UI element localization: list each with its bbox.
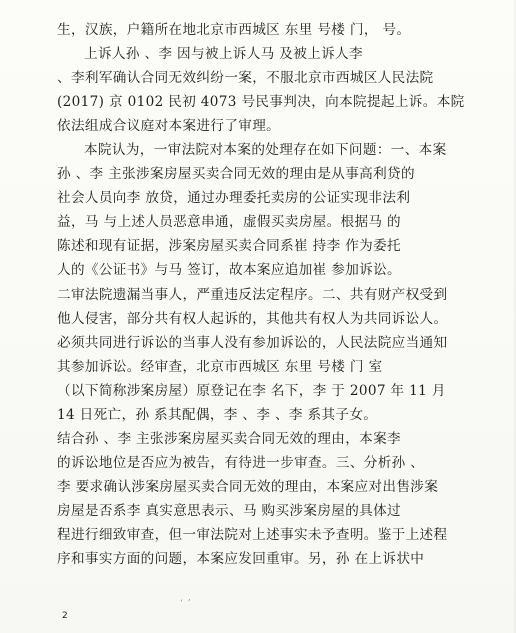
text-line: 他人侵害，部分共有权人起诉的，其他共有权人为共同诉讼人。 — [57, 310, 448, 327]
text-line: 上诉人孙 、李 因与被上诉人马 及被上诉人李 — [84, 46, 363, 63]
text-line: 社会人员向李 放贷，通过办理委托卖房的公证实现非法利 — [57, 190, 411, 207]
text-line: （以下简称涉案房屋）原登记在李 名下，李 于 2007 年 11 月 — [57, 382, 446, 399]
text-line: 益，马 与上述人员恶意串通，虚假买卖房屋。根据马 的 — [57, 214, 401, 231]
text-line: 人的《公证书》与马 签订，故本案应追加崔 参加诉讼。 — [57, 262, 401, 279]
page-number: 2 — [62, 611, 68, 621]
text-line: 序和事实方面的问题，本案应发回重审。另，孙 在上诉状中 — [57, 551, 425, 568]
text-line: 房屋是否系李 真实意思表示、马 购买涉案房屋的具体过 — [57, 502, 401, 519]
text-line: (2017) 京 0102 民初 4073 号民事判决，向本院提起上诉。本院 — [57, 94, 465, 111]
text-line: 生，汉族，户籍所在地北京市西城区 东里 号楼 门， 号。 — [57, 22, 411, 38]
text-line: 必须共同进行诉讼的当事人没有参加诉讼的，人民法院应当通知 — [57, 334, 448, 351]
text-line: 其参加诉讼。经审查，北京市西城区 东里 号楼 门 室 — [57, 358, 383, 375]
text-line: 二审法院遗漏当事人，严重违反法定程序。二、共有财产权受到 — [57, 286, 448, 303]
text-line: 孙 、李 主张涉案房屋买卖合同无效的理由是从事高利贷的 — [57, 166, 415, 183]
text-line: 14 日死亡，孙 系其配偶，李 、李 、李 系其子女。 — [57, 406, 378, 423]
document-body-text — [57, 18, 465, 571]
text-line: 的诉讼地位是否应为被告，有待进一步审查。三、分析孙 、 — [57, 454, 425, 471]
text-line: 结合孙 、李 主张涉案房屋买卖合同无效的理由，本案李 — [57, 430, 401, 447]
scan-smudge: ‘ ’ — [180, 599, 192, 609]
text-line: 依法组成合议庭对本案进行了审理。 — [57, 118, 281, 135]
text-line: 、李利军确认合同无效纠纷一案，不服北京市西城区人民法院 — [57, 70, 434, 87]
text-line: 程进行细致审查，但一审法院对上述事实未予查明。鉴于上述程 — [57, 526, 448, 543]
text-line: 本院认为，一审法院对本案的处理存在如下问题：一、本案 — [84, 142, 447, 159]
text-line: 陈述和现有证据，涉案房屋买卖合同系崔 持李 作为委托 — [57, 238, 401, 255]
text-line: 李 要求确认涉案房屋买卖合同无效的理由，本案应对出售涉案 — [57, 478, 439, 495]
